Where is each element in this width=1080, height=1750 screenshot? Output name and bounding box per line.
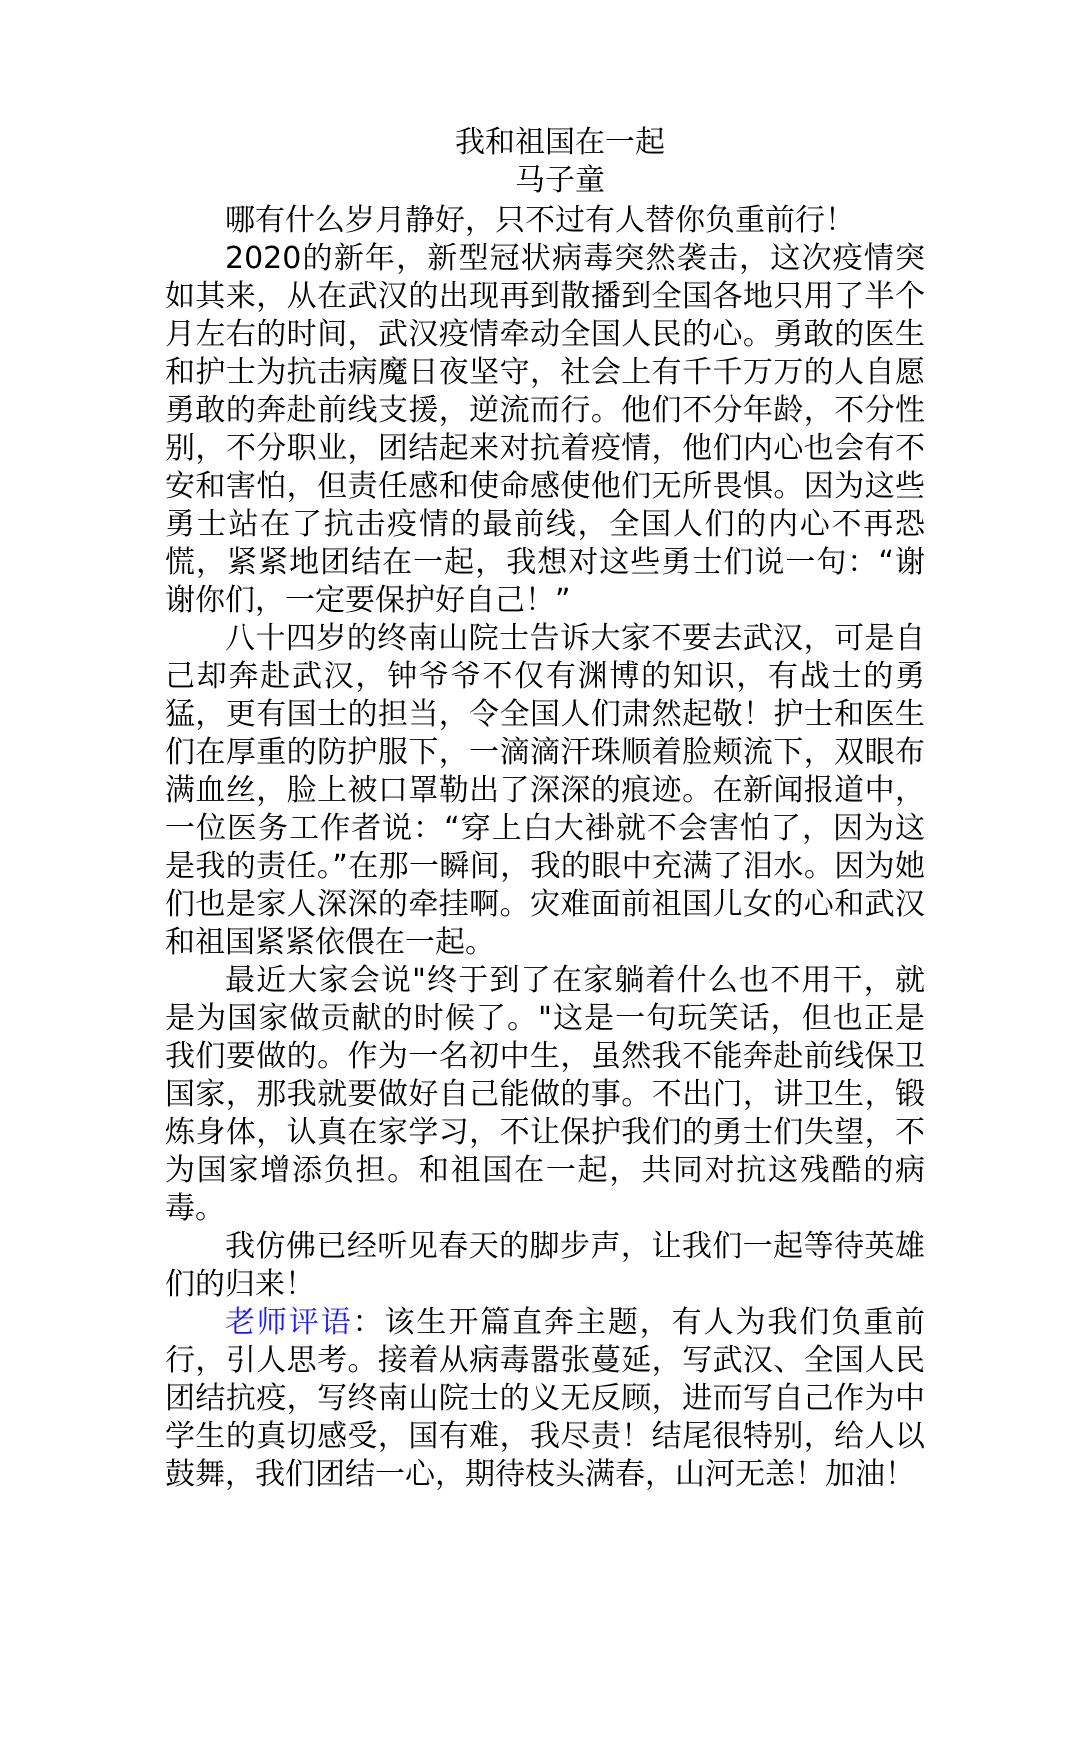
essay-paragraph-1: 哪有什么岁月静好，只不过有人替你负重前行！ [225, 203, 855, 238]
essay-paragraph-2: 2020的新年，新型冠状病毒突然袭击，这次疫情突如其来，从在武汉的出现再到散播到全国各地只用了半个月左右的时间，武汉疫情牵动全国人民的心。勇敢的医生和护士为抗击病魔日夜坚守，社会上有千千万万的人自愿勇敢的奔赴前线支援，逆流而行。他们不分年龄，不分性别，不分职业，团结起来对抗着疫情，他们内心也会有不安和害怕，但责任感和使命感使他们无所畏惧。因为这些勇士站在了抗击疫情的最前线，全国人们的内心不再恐慌，紧紧地团结在一起，我想对这些勇士们说一句：“谢谢你们，一定要保护好自己！” [165, 241, 925, 618]
essay-title: 我和祖国在一起 [455, 125, 665, 160]
essay-author: 马子童 [515, 163, 605, 198]
essay-paragraph-3: 八十四岁的终南山院士告诉大家不要去武汉，可是自己却奔赴武汉，钟爷爷不仅有渊博的知识，有战士的勇猛，更有国士的担当，令全国人们肃然起敬！护士和医生们在厚重的防护服下，一滴滴汗珠顺着脸颊流下，双眼布满血丝，脸上被口罩勒出了深深的痕迹。在新闻报道中，一位医务工作者说：“穿上白大褂就不会害怕了，因为这是我的责任。”在那一瞬间，我的眼中充满了泪水。因为她们也是家人深深的牵挂啊。灾难面前祖国儿女的心和武汉和祖国紧紧依偎在一起。 [165, 621, 925, 960]
teacher-comment-text: ：该生开篇直奔主题，有人为我们负重前行，引人思考。接着从病毒嚣张蔓延，写武汉、全国人民团结抗疫，写终南山院士的义无反顾，进而写自己作为中学生的真切感受，国有难，我尽责！结尾很特别，给人以鼓舞，我们团结一心，期待枝头满春，山河无恙！加油！ [165, 1305, 926, 1492]
essay-document [165, 124, 925, 1494]
teacher-comment-label: 老师评语 [225, 1305, 353, 1340]
teacher-comment [165, 1304, 925, 1494]
essay-paragraph-4: 最近大家会说"终于到了在家躺着什么也不用干，就是为国家做贡献的时候了。"这是一句玩笑话，但也正是我们要做的。作为一名初中生，虽然我不能奔赴前线保卫国家，那我就要做好自己能做的事。不出门，讲卫生，锻炼身体，认真在家学习，不让保护我们的勇士们失望，不为国家增添负担。和祖国在一起，共同对抗这残酷的病毒。 [165, 963, 925, 1226]
essay-paragraph-5: 我仿佛已经听见春天的脚步声，让我们一起等待英雄们的归来！ [165, 1229, 925, 1302]
